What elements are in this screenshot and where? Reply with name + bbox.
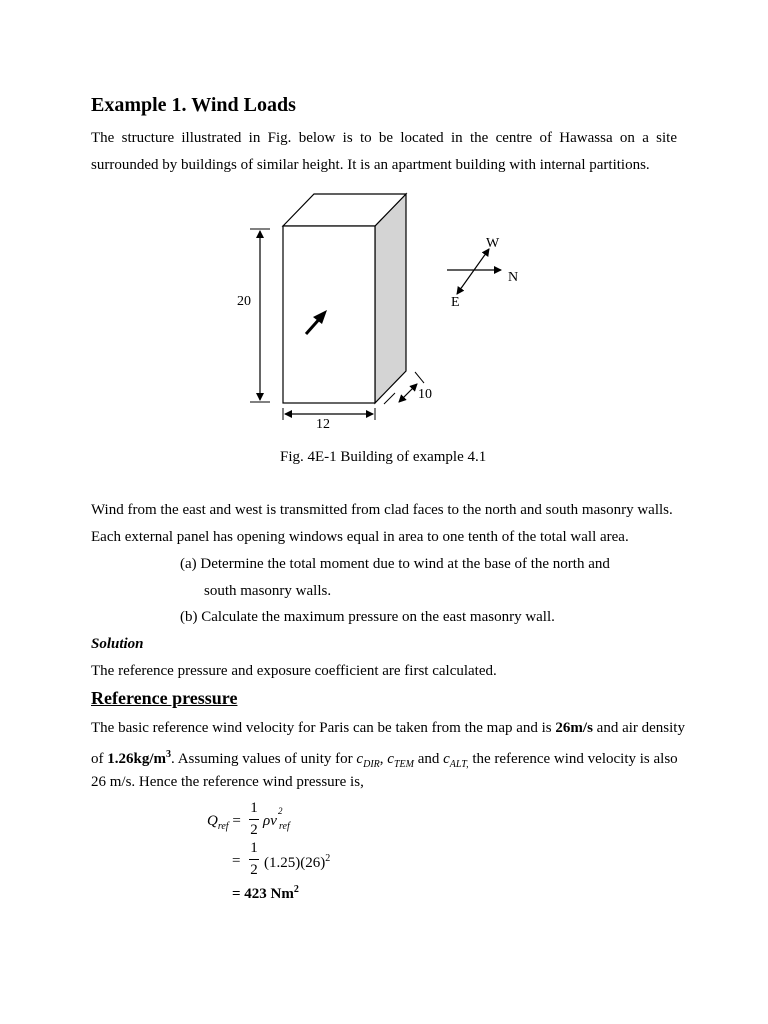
solution-line: The reference pressure and exposure coefficient are first calculated. [91, 663, 497, 679]
air-density-exponent: 3 [166, 749, 172, 760]
reference-text: The basic reference wind velocity for Paris can be taken from the map and is [91, 720, 556, 736]
rho-v-term: ρv [263, 813, 277, 829]
fraction-one-half-2 [247, 840, 261, 879]
reference-text: . Assuming values of unity for [171, 751, 357, 767]
c-tem-symbol [387, 751, 414, 770]
fraction-one-half [247, 800, 261, 839]
depth-tick-1 [384, 393, 395, 404]
reference-paragraph-line-1 [91, 719, 685, 737]
problem-item-a-line-1: (a) Determine the total moment due to wind at the base of the north and [180, 556, 610, 572]
reference-text: of [91, 751, 108, 767]
solution-heading: Solution [91, 636, 144, 652]
q-subscript: ref [217, 821, 229, 832]
values-text: (1.25)(26) [264, 855, 326, 871]
c-subscript: DIR [363, 759, 380, 770]
building-side-face [375, 194, 406, 403]
depth-dimension-line [399, 384, 417, 402]
values-exponent: 2 [325, 853, 331, 864]
air-density-number: 1.26kg/m [107, 751, 167, 767]
reference-pressure-heading: Reference pressure [91, 688, 238, 708]
c-symbol: c [443, 751, 450, 767]
c-alt-symbol [443, 751, 469, 770]
separator: , [379, 751, 388, 767]
compass-e-label: E [451, 295, 460, 310]
intro-line-1: The structure illustrated in Fig. below is to be located in the centre of Hawassa on a site [91, 130, 677, 146]
c-symbol: c [356, 751, 364, 767]
equation-values [264, 850, 330, 872]
fraction-bar [249, 819, 259, 820]
compass-east-west-arrow [457, 249, 489, 294]
reference-velocity-value: 26m/s [555, 720, 593, 736]
width-label: 12 [316, 417, 330, 432]
reference-paragraph-line-2 [91, 746, 678, 774]
compass-w-label: W [486, 236, 500, 251]
height-label: 20 [237, 294, 251, 309]
building-figure [230, 185, 550, 445]
equals-sign-2: = [232, 853, 241, 869]
fraction-numerator: 1 [250, 840, 258, 856]
problem-line-1: Wind from the east and west is transmitted from clad faces to the north and south masonry walls. [91, 502, 673, 518]
result-text: = 423 Nm [232, 886, 294, 902]
problem-item-b: (b) Calculate the maximum pressure on the east masonry wall. [180, 609, 555, 625]
equation-result [232, 881, 299, 903]
page-title: Example 1. Wind Loads [91, 94, 296, 116]
air-density-value [107, 751, 171, 767]
intro-line-2: surrounded by buildings of similar height. It is an apartment building with internal partitions. [91, 157, 650, 173]
problem-line-2: Each external panel has opening windows equal in area to one tenth of the total wall area. [91, 529, 629, 545]
equation-lhs [207, 812, 241, 836]
compass-n-label: N [508, 270, 519, 285]
fraction-bar [249, 859, 259, 860]
fraction-denominator: 2 [250, 862, 258, 878]
c-symbol: c [387, 751, 394, 767]
problem-item-a-line-2: south masonry walls. [204, 583, 332, 599]
result-exponent: 2 [293, 884, 299, 895]
fraction-denominator: 2 [250, 822, 258, 838]
depth-tick-2 [415, 372, 424, 383]
reference-paragraph-line-3: 26 m/s. Hence the reference wind pressure is, [91, 774, 364, 790]
c-subscript: TEM [393, 759, 414, 770]
c-dir-symbol [356, 751, 380, 770]
equals-sign: = [228, 813, 241, 829]
c-subscript: ALT, [449, 759, 469, 770]
reference-text: the reference wind velocity is also [468, 751, 678, 767]
v-subscript: ref [279, 821, 290, 832]
v-superscript: 2 [278, 806, 283, 816]
reference-text: and air density [592, 720, 685, 736]
separator: and [413, 751, 444, 767]
depth-label: 10 [418, 387, 432, 402]
q-symbol: Q [207, 813, 218, 829]
fraction-numerator: 1 [250, 800, 258, 816]
building-front-face [283, 226, 375, 403]
figure-caption: Fig. 4E-1 Building of example 4.1 [280, 449, 487, 465]
